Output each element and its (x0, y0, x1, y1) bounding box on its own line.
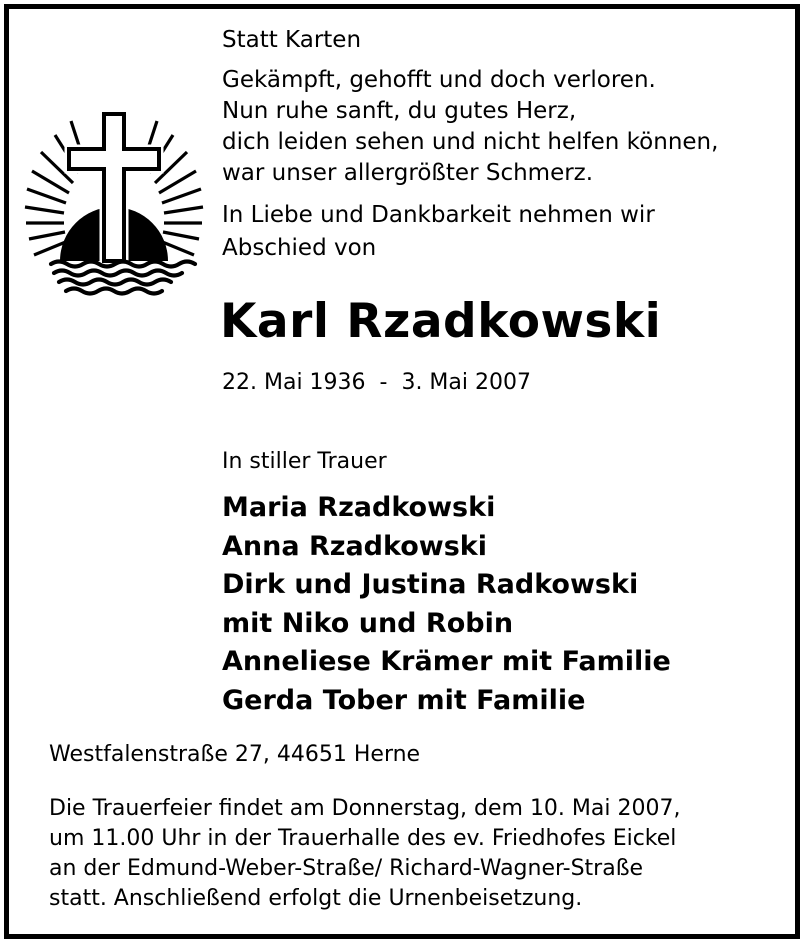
poem-line: dich leiden sehen und nicht helfen können, (222, 129, 719, 155)
farewell-line: In Liebe und Dankbarkeit nehmen wir (222, 202, 655, 228)
water-waves (51, 262, 195, 294)
deceased-name: Karl Rzadkowski (220, 294, 662, 349)
poem-line: war unser allergrößter Schmerz. (222, 160, 594, 186)
statt-karten-heading: Statt Karten (222, 27, 362, 53)
mourner-name: Gerda Tober mit Familie (222, 684, 586, 716)
mourner-name: mit Niko und Robin (222, 607, 514, 639)
mourner-name: Maria Rzadkowski (222, 492, 496, 523)
ceremony-line: an der Edmund-Weber-Straße/ Richard-Wagner-Straße (49, 856, 644, 881)
ceremony-line: um 11.00 Uhr in der Trauerhalle des ev. Friedhofes Eickel (49, 826, 677, 851)
ceremony-notice (49, 794, 680, 914)
obituary-card (4, 4, 800, 939)
ceremony-line: statt. Anschließend erfolgt die Urnenbeisetzung. (49, 886, 583, 911)
farewell-text (222, 199, 655, 265)
farewell-line: Abschied von (222, 235, 377, 261)
mourner-name: Anneliese Krämer mit Familie (222, 646, 671, 678)
mourning-intro: In stiller Trauer (222, 449, 387, 474)
life-dates: 22. Mai 1936 - 3. Mai 2007 (222, 370, 531, 395)
mourner-name: Dirk und Justina Radkowski (222, 569, 639, 601)
cross-sunrise-water-icon (19, 101, 209, 301)
poem-line: Gekämpft, gehofft und doch verloren. (222, 67, 656, 93)
mourner-list (222, 489, 671, 721)
poem-line: Nun ruhe sanft, du gutes Herz, (222, 98, 577, 124)
poem (222, 65, 718, 189)
mourner-name: Anna Rzadkowski (222, 530, 488, 562)
ceremony-line: Die Trauerfeier findet am Donnerstag, dem 10. Mai 2007, (49, 796, 681, 821)
family-address: Westfalenstraße 27, 44651 Herne (49, 742, 421, 767)
